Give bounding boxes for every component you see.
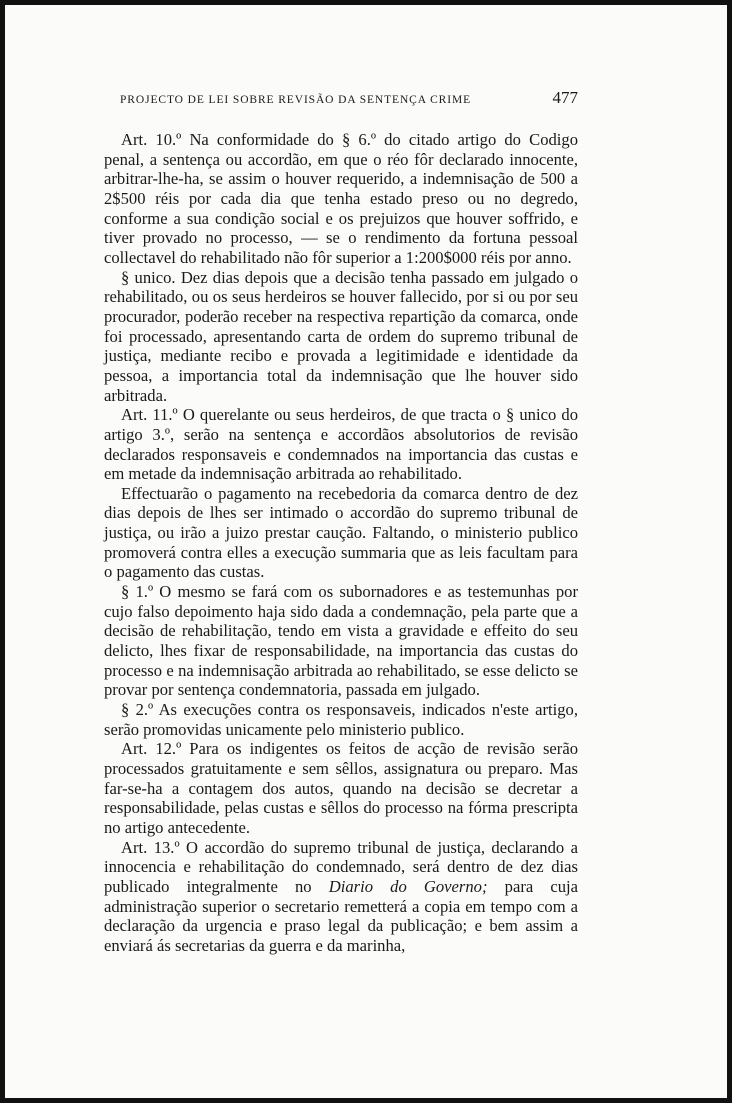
art-13-text-continued: para cuja administração superior o secretario remetterá a copia em tempo com a declaração da urgencia e praso legal da publicação; e bem assim a enviará ás secretarias da guerra e da marinha,	[104, 876, 579, 955]
paragraph-art-13	[104, 838, 578, 956]
paragraph-art-10: Art. 10.º Na conformidade do § 6.º do citado artigo do Codigo penal, a sentença ou accordão, em que o réo fôr declarado innocente, arbitrar-lhe-ha, se assim o houver requerido, a indemnisação de 500 a 2$500 réis por cada dia que tenha estado preso ou no degredo, conforme a sua condição social e os prejuizos que houver soffrido, e tiver provado no processo, — se o rendimento da fortuna pessoal collectavel do rehabilitado não fôr superior a 1:200$000 réis por anno.	[104, 130, 578, 267]
running-title: PROJECTO DE LEI SOBRE REVISÃO DA SENTENÇA CRIME	[120, 94, 472, 106]
art-13-text: Art. 13.º O accordão do supremo tribunal de justiça, declarando a innocencia e rehabilitação do condemnado, será dentro de dez dias publicado integralmente no	[104, 837, 578, 896]
paragraph-section-1: § 1.º O mesmo se fará com os subornadores e as testemunhas por cujo falso depoimento haja sido dada a condemnação, pela parte que a decisão de rehabilitação, tendo em vista a gravidade e effeito do seu delicto, lhes fixar de responsabilidade, na importancia das custas do processo e na indemnisação arbitrada ao rehabilitado, se esse delicto se provar por sentença condemnatoria, passada em julgado.	[104, 582, 578, 700]
body-text	[104, 130, 578, 956]
paragraph-single-paragraph: § unico. Dez dias depois que a decisão tenha passado em julgado o rehabilitado, ou os seus herdeiros se houver fallecido, por si ou por seu procurador, poderão receber na respectiva repartição da comarca, onde foi processado, apresentando carta de ordem do supremo tribunal de justiça, mediante recibo e provada a legitimidade e identidade da pessoa, a importancia total da indemnisação que lhe houver sido arbitrada.	[104, 267, 578, 405]
running-head	[120, 88, 578, 114]
paragraph-art-11: Art. 11.º O querelante ou seus herdeiros, de que tracta o § unico do artigo 3.º, serão na sentença e accordãos absolutorios de revisão declarados responsaveis e condemnados na importancia das custas e em metade da indemnisação arbitrada ao rehabilitado.	[104, 405, 578, 484]
paragraph-payment: Effectuarão o pagamento na recebedoria da comarca dentro de dez dias depois de lhes ser intimado o accordão do supremo tribunal de justiça, ou irão a juizo prestar caução. Faltando, o ministerio publico promoverá contra elles a execução summaria que as leis facultam para o pagamento das custas.	[104, 483, 578, 582]
page-number: 477	[552, 88, 578, 107]
paragraph-art-12: Art. 12.º Para os indigentes os feitos de acção de revisão serão processados gratuitamente e sem sêllos, assignatura ou preparo. Mas far-se-ha a contagem dos autos, quando na decisão se decretar a responsabilidade, pelas custas e sêllos do processo na fórma prescripta no artigo antecedente.	[104, 739, 578, 837]
art-13-italic-title: Diario do Governo;	[328, 876, 488, 896]
paragraph-section-2: § 2.º As execuções contra os responsaveis, indicados n'este artigo, serão promovidas unicamente pelo ministerio publico.	[104, 700, 578, 739]
